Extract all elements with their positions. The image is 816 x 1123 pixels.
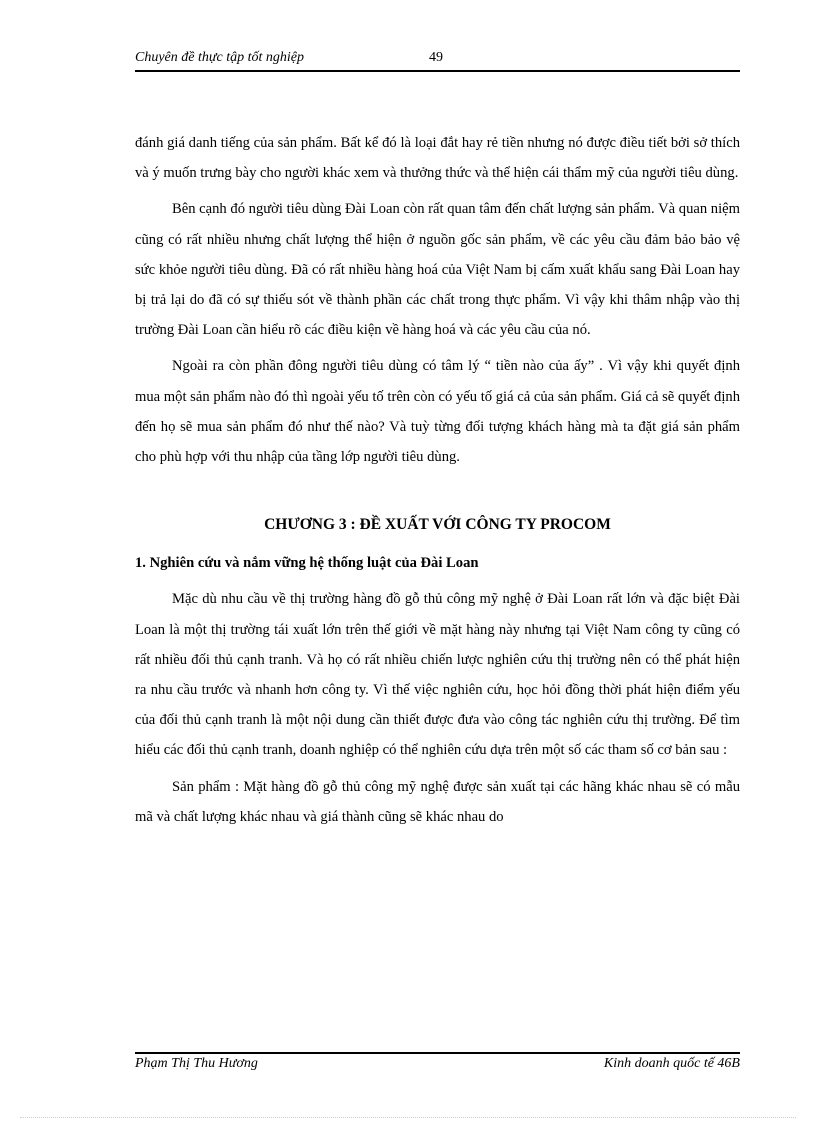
page-header — [135, 48, 740, 68]
page-body — [135, 128, 740, 838]
paragraph-2: Bên cạnh đó người tiêu dùng Đài Loan còn rất quan tâm đến chất lượng sản phẩm. Và quan niệm cũng có rất nhiều nhưng chất lượng thể hiện ở nguồn gốc sản phẩm, về các yêu cầu đảm bảo bảo vệ sức khỏe người tiêu dùng. Đã có rất nhiều hàng hoá của Việt Nam bị cấm xuất khẩu sang Đài Loan hay bị trả lại do đã có sự thiếu sót về thành phần các chất trong thực phẩm. Vì vậy khi thâm nhập vào thị trường Đài Loan cần hiểu rõ các điều kiện về hàng hoá và các yêu cầu của nó. — [135, 201, 740, 339]
paragraph-1: đánh giá danh tiếng của sản phẩm. Bất kể đó là loại đắt hay rẻ tiền nhưng nó được điều tiết bởi sở thích và ý muốn trưng bày cho người khác xem và thưởng thức và thể hiện cái thẩm mỹ của người tiêu dùng. — [135, 135, 740, 182]
page-footer — [135, 1056, 740, 1076]
page-edge-dots — [20, 1117, 796, 1118]
footer-class: Kinh doanh quốc tế 46B — [603, 1056, 740, 1071]
header-title: Chuyên đề thực tập tốt nghiệp — [135, 50, 304, 65]
footer-rule — [135, 1052, 740, 1054]
header-rule — [135, 70, 740, 72]
paragraph-3: Ngoài ra còn phần đông người tiêu dùng có tâm lý “ tiền nào của ấy” . Vì vậy khi quyết định mua một sản phẩm nào đó thì ngoài yếu tố trên còn có yếu tố giá cả của sản phẩm. Giá cả sẽ quyết định đến họ sẽ mua sản phẩm đó như thế nào? Và tuỳ từng đối tượng khách hàng mà ta đặt giá sản phẩm cho phù hợp với thu nhập của tầng lớp người tiêu dùng. — [135, 358, 740, 466]
footer-author: Phạm Thị Thu Hương — [135, 1056, 258, 1071]
section-heading: 1. Nghiên cứu và nắm vững hệ thống luật của Đài Loan — [135, 555, 479, 572]
chapter-heading: CHƯƠNG 3 : ĐỀ XUẤT VỚI CÔNG TY PROCOM — [264, 516, 611, 534]
section-paragraph-2: Sản phẩm : Mặt hàng đồ gỗ thủ công mỹ nghệ được sản xuất tại các hãng khác nhau sẽ có mẫu mã và chất lượng khác nhau và giá thành cũng sẽ khác nhau do — [135, 778, 740, 825]
section-paragraph-1: Mặc dù nhu cầu về thị trường hàng đồ gỗ thủ công mỹ nghệ ở Đài Loan rất lớn và đặc biệt Đài Loan là một thị trường tái xuất lớn trên thế giới về mặt hàng này nhưng tại Việt Nam công ty cũng có rất nhiều đối thủ cạnh tranh. Và họ có rất nhiều chiến lược nghiên cứu thị trường nên có thể phát hiện ra nhu cầu trước và nhanh hơn công ty. Vì thế việc nghiên cứu, học hỏi đồng thời phát hiện điểm yếu của đối thủ cạnh tranh là một nội dung cần thiết được đưa vào công tác nghiên cứu thị trường. Để tìm hiểu các đối thủ cạnh tranh, doanh nghiệp có thể nghiên cứu dựa trên một số các tham số cơ bản sau : — [135, 591, 740, 759]
page-number: 49 — [429, 50, 443, 65]
